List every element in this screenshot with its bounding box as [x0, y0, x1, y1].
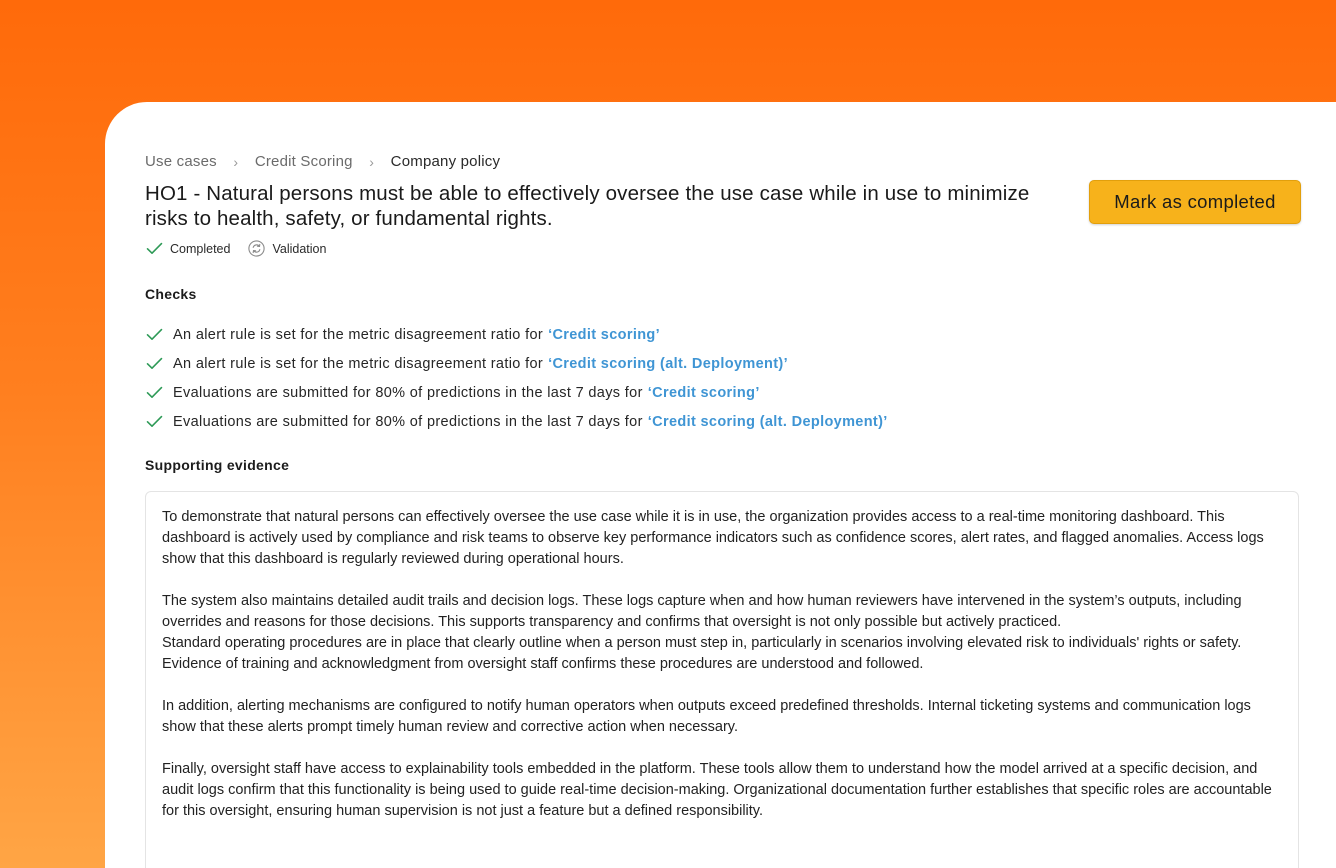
checkmark-icon — [146, 415, 163, 428]
check-text: Evaluations are submitted for 80% of predictions in the last 7 days for — [173, 413, 643, 430]
supporting-evidence-textarea[interactable] — [145, 491, 1299, 868]
breadcrumb-company-policy: Company policy — [390, 153, 501, 170]
check-text: Evaluations are submitted for 80% of predictions in the last 7 days for — [173, 384, 643, 401]
evidence-paragraph: The system also maintains detailed audit trails and decision logs. These logs capture when and how human reviewers have intervened in the system’s outputs, including overrides and reasons for those decisions. This supports transparency and confirms that oversight is not only possible but actively practiced. Standard operating procedures are in place that clearly outline when a person must step in, particularly in scenarios involving elevated risk to individuals' rights or safety. Evidence of training and acknowledgment from oversight staff confirms these procedures are understood and followed. — [162, 593, 1242, 672]
checkmark-icon — [146, 386, 163, 399]
breadcrumb — [145, 153, 500, 170]
supporting-evidence-heading: Supporting evidence — [145, 457, 290, 473]
status-validation — [248, 240, 326, 257]
status-row — [146, 240, 326, 257]
checkmark-icon — [146, 242, 163, 255]
page-title: HO1 - Natural persons must be able to effectively oversee the use case while in use to minimize risks to health, safety, or fundamental rights. — [145, 182, 1030, 230]
check-text: An alert rule is set for the metric disagreement ratio for — [173, 355, 544, 372]
breadcrumb-use-cases[interactable]: Use cases — [145, 153, 217, 170]
checkmark-icon — [146, 357, 163, 370]
check-item — [146, 320, 888, 349]
evidence-paragraph: Finally, oversight staff have access to explainability tools embedded in the platform. These tools allow them to understand how the model arrived at a specific decision, and audit logs confirm that this functionality is being used to guide real-time decision-making. Organizational documentation further establishes that specific roles are accountable for this oversight, ensuring human supervision is not just a feature but a defined responsibility. — [162, 761, 1272, 819]
check-item — [146, 349, 888, 378]
check-link-credit-scoring[interactable]: ‘Credit scoring’ — [647, 384, 760, 401]
checks-list — [146, 320, 888, 436]
check-link-credit-scoring-alt[interactable]: ‘Credit scoring (alt. Deployment)’ — [647, 413, 888, 430]
checks-heading: Checks — [145, 286, 197, 302]
breadcrumb-credit-scoring[interactable]: Credit Scoring — [254, 153, 353, 170]
evidence-paragraph: To demonstrate that natural persons can effectively oversee the use case while it is in use, the organization provides access to a real-time monitoring dashboard. This dashboard is actively used by compliance and risk teams to observe key performance indicators such as confidence scores, alert rates, and flagged anomalies. Access logs show that this dashboard is regularly reviewed during operational hours. — [162, 509, 1264, 567]
status-completed — [146, 242, 230, 256]
check-link-credit-scoring-alt[interactable]: ‘Credit scoring (alt. Deployment)’ — [548, 355, 788, 372]
status-completed-label: Completed — [170, 241, 231, 256]
checkmark-icon — [146, 328, 163, 341]
check-text: An alert rule is set for the metric disagreement ratio for — [173, 326, 544, 343]
mark-as-completed-button[interactable]: Mark as completed — [1089, 180, 1301, 224]
sync-circle-icon — [248, 240, 265, 257]
status-validation-label: Validation — [272, 241, 327, 256]
check-item — [146, 378, 888, 407]
evidence-paragraph: In addition, alerting mechanisms are configured to notify human operators when outputs exceed predefined thresholds. Internal ticketing systems and communication logs show that these alerts prompt timely human review and corrective action when necessary. — [162, 698, 1251, 735]
chevron-right-icon: › — [369, 153, 375, 170]
check-item — [146, 407, 888, 436]
chevron-right-icon: › — [233, 153, 239, 170]
check-link-credit-scoring[interactable]: ‘Credit scoring’ — [548, 326, 661, 343]
content-card — [105, 102, 1336, 868]
